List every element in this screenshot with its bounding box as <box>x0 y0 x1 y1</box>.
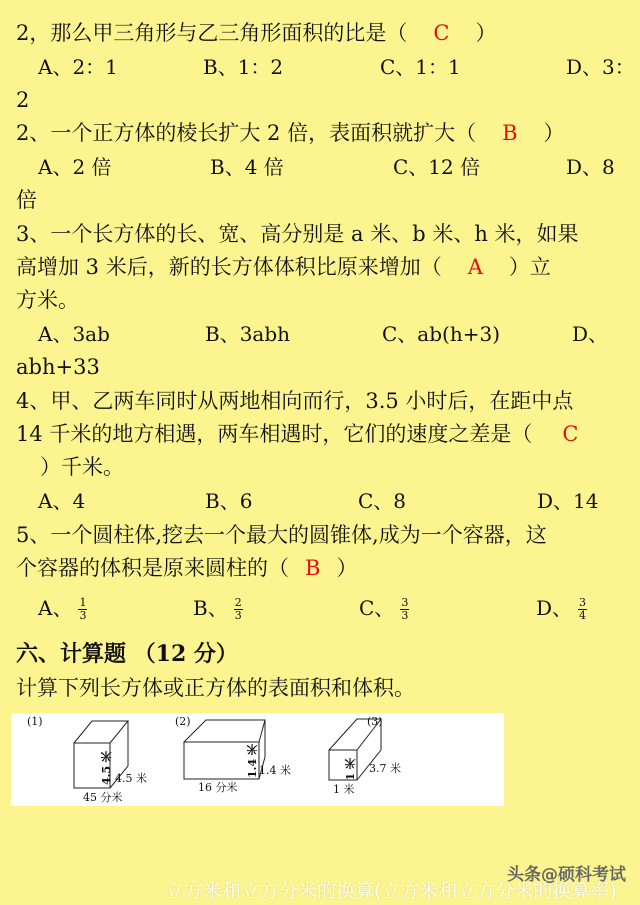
q2-answer: B <box>502 121 518 145</box>
figure-3-index: (3) <box>367 715 383 728</box>
figure-1-height: 4.5 米 <box>100 751 113 785</box>
figure-1-width: 45 分米 <box>83 791 123 804</box>
q4-option-a: A、4 <box>38 489 86 513</box>
figures-panel <box>11 713 504 806</box>
q5-answer: B <box>305 556 321 580</box>
q1-stem: 2，那么甲三角形与乙三角形面积的比是（ C ） <box>16 18 496 48</box>
q5-option-c: C、 $\frac{3}{3}$ <box>359 596 409 622</box>
q4-stem-line2: 14 千米的地方相遇，两车相遇时，它们的速度之差是（ C <box>16 419 578 449</box>
q4-stem-line1: 4、甲、乙两车同时从两地相向而行，3.5 小时后，在距中点 <box>16 389 574 413</box>
q2-stem: 2、一个正方体的棱长扩大 2 倍，表面积就扩大（ B ） <box>16 118 565 148</box>
q1-answer: C <box>433 21 450 45</box>
q2-option-b: B、4 倍 <box>210 155 284 179</box>
q4-option-b: B、6 <box>205 489 253 513</box>
q1-option-c: C、1：1 <box>380 55 461 79</box>
q3-option-d: D、 <box>572 322 609 346</box>
watermark: 头条@硕科考试 <box>507 865 626 885</box>
q3-stem-line2: 高增加 3 米后，新的长方体体积比原来增加（ A ）立 <box>16 252 551 282</box>
q3-stem-line1: 3、一个长方体的长、宽、高分别是 a 米、b 米、h 米，如果 <box>16 222 579 246</box>
q2-option-a: A、2 倍 <box>38 155 112 179</box>
figure-2-width: 16 分米 <box>198 781 238 794</box>
q2-option-c: C、12 倍 <box>393 155 481 179</box>
q4-answer: C <box>562 422 579 446</box>
q5-stem-line1: 5、一个圆柱体,挖去一个最大的圆锥体,成为一个容器，这 <box>16 523 547 547</box>
q5-stem-line2: 个容器的体积是原来圆柱的（ B ） <box>16 553 357 583</box>
figure-1-index: (1) <box>27 715 43 728</box>
q3-option-d-wrap: abh+33 <box>16 355 100 379</box>
figure-3-height: 1 米 <box>344 758 357 781</box>
figure-2-index: (2) <box>175 715 191 728</box>
q1-option-d-wrap: 2 <box>16 88 30 112</box>
q3-answer: A <box>467 255 483 279</box>
q4-option-d: D、14 <box>537 489 599 513</box>
section-heading: 六、计算题 （12 分） <box>16 641 238 667</box>
q1-option-a: A、2：1 <box>38 55 118 79</box>
q2-option-d: D、8 <box>566 155 615 179</box>
figure-3-width: 1 米 <box>333 783 355 796</box>
q1-option-b: B、1：2 <box>203 55 284 79</box>
figure-2-height: 1.4 米 <box>246 744 259 778</box>
q4-option-c: C、8 <box>358 489 407 513</box>
q2-option-d-wrap: 倍 <box>16 188 37 212</box>
q1-option-d: D、3： <box>566 55 635 79</box>
q5-option-a: A、 $\frac{1}{3}$ <box>38 596 87 622</box>
figure-3-depth: 3.7 米 <box>369 762 401 775</box>
q3-option-b: B、3abh <box>205 322 291 346</box>
section-instruction: 计算下列长方体或正方体的表面积和体积。 <box>16 676 415 700</box>
q3-option-a: A、3ab <box>38 322 110 346</box>
figure-1-depth: 4.5 米 <box>115 772 147 785</box>
figure-2-depth: 1.4 米 <box>259 764 291 777</box>
q3-option-c: C、ab(h+3) <box>382 322 500 346</box>
q5-option-b: B、 $\frac{2}{3}$ <box>193 596 242 622</box>
q5-option-d: D、 $\frac{3}{4}$ <box>536 596 587 622</box>
q3-stem-line3: 方米。 <box>16 288 79 312</box>
q4-stem-line3: ）千米。 <box>40 455 124 479</box>
caption: 立方米和立方分米的换算(立方米和立方分米的换算率) <box>165 880 617 902</box>
